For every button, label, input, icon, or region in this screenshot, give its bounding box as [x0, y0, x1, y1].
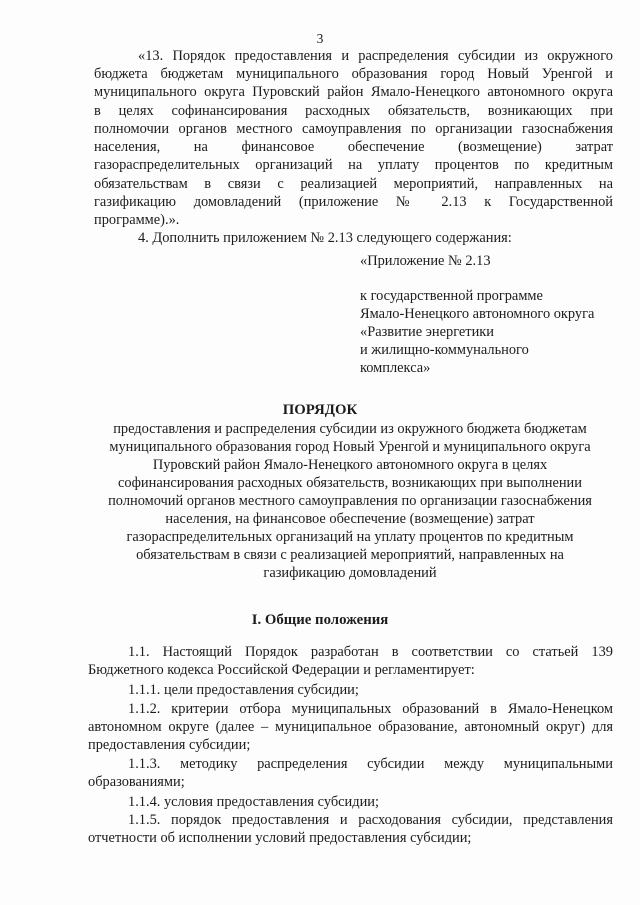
appendix-ref-line: Ямало-Ненецкого автономного округа — [360, 306, 595, 322]
subtitle-line: населения, на финансовое обеспечение (возмещение) затрат — [165, 511, 535, 527]
subtitle-line: предоставления и распределения субсидии из окружного бюджета бюджетам — [113, 421, 587, 437]
intro-line: газификацию домовладений (приложение № 2.13 к Государственной — [94, 194, 613, 210]
instruction-text: 4. Дополнить приложением № 2.13 следующего содержания: — [138, 230, 512, 246]
appendix-label: «Приложение № 2.13 — [360, 253, 491, 269]
subtitle-line: газораспределительных организаций на уплату процентов по кредитным — [126, 529, 574, 545]
clause-1-1-1: 1.1.1. цели предоставления субсидии; — [128, 682, 359, 698]
subtitle-line: софинансирования расходных обязательств, возникающих при выполнении — [118, 475, 582, 491]
appendix-ref-line: и жилищно-коммунального — [360, 342, 529, 358]
appendix-ref-line: комплекса» — [360, 360, 431, 376]
appendix-ref-line: к государственной программе — [360, 288, 543, 304]
document-title: ПОРЯДОК — [282, 402, 358, 418]
intro-line: в целях софинансирования расходных обязательств, возникающих при — [94, 103, 613, 119]
intro-line: обязательствам в связи с реализацией мероприятий, направленных на — [94, 176, 613, 192]
clause-1-1-3-line: образованиями; — [88, 774, 185, 790]
clause-1-1-line: Бюджетного кодекса Российской Федерации и регламентирует: — [88, 662, 475, 678]
appendix-ref-line: «Развитие энергетики — [360, 324, 494, 340]
clause-1-1-2-line: автономном округе (далее – муниципальное образование, автономный округ) для — [88, 719, 613, 735]
clause-1-1-4: 1.1.4. условия предоставления субсидии; — [128, 794, 379, 810]
intro-line: муниципального округа Пуровский район Ямало-Ненецкого автономного округа — [94, 84, 613, 100]
subtitle-line: Пуровский район Ямало-Ненецкого автономного округа в целях — [152, 457, 548, 473]
intro-line: населения, на финансовое обеспечение (возмещение) затрат — [94, 139, 613, 155]
clause-1-1-2-line: предоставления субсидии; — [88, 737, 251, 753]
subtitle-line: муниципального образования город Новый Уренгой и муниципального округа — [109, 439, 591, 455]
intro-line: программе).». — [94, 212, 180, 228]
section-heading: I. Общие положения — [251, 612, 389, 628]
intro-line: «13. Порядок предоставления и распределения субсидии из окружного — [138, 48, 613, 64]
clause-1-1-line: 1.1. Настоящий Порядок разработан в соответствии со статьей 139 — [128, 644, 613, 660]
clause-1-1-2-line: 1.1.2. критерии отбора муниципальных образований в Ямало-Ненецком — [128, 701, 613, 717]
intro-line: газораспределительных организаций на уплату процентов по кредитным — [94, 157, 613, 173]
subtitle-line: газификацию домовладений — [263, 565, 437, 581]
intro-line: полномочии органов местного самоуправления по организации газоснабжения — [94, 121, 613, 137]
clause-1-1-5-line: отчетности об исполнении условий предоставления субсидии; — [88, 830, 472, 846]
subtitle-line: полномочий органов местного самоуправления по организации газоснабжения — [108, 493, 592, 509]
clause-1-1-5-line: 1.1.5. порядок предоставления и расходования субсидии, представления — [128, 812, 613, 828]
subtitle-line: обязательствам в связи с реализацией мероприятий, направленных на — [136, 547, 564, 563]
page-number: 3 — [316, 31, 324, 46]
intro-line: бюджета бюджетам муниципального образования город Новый Уренгой и — [94, 66, 613, 82]
clause-1-1-3-line: 1.1.3. методику распределения субсидии между муниципальными — [128, 756, 613, 772]
